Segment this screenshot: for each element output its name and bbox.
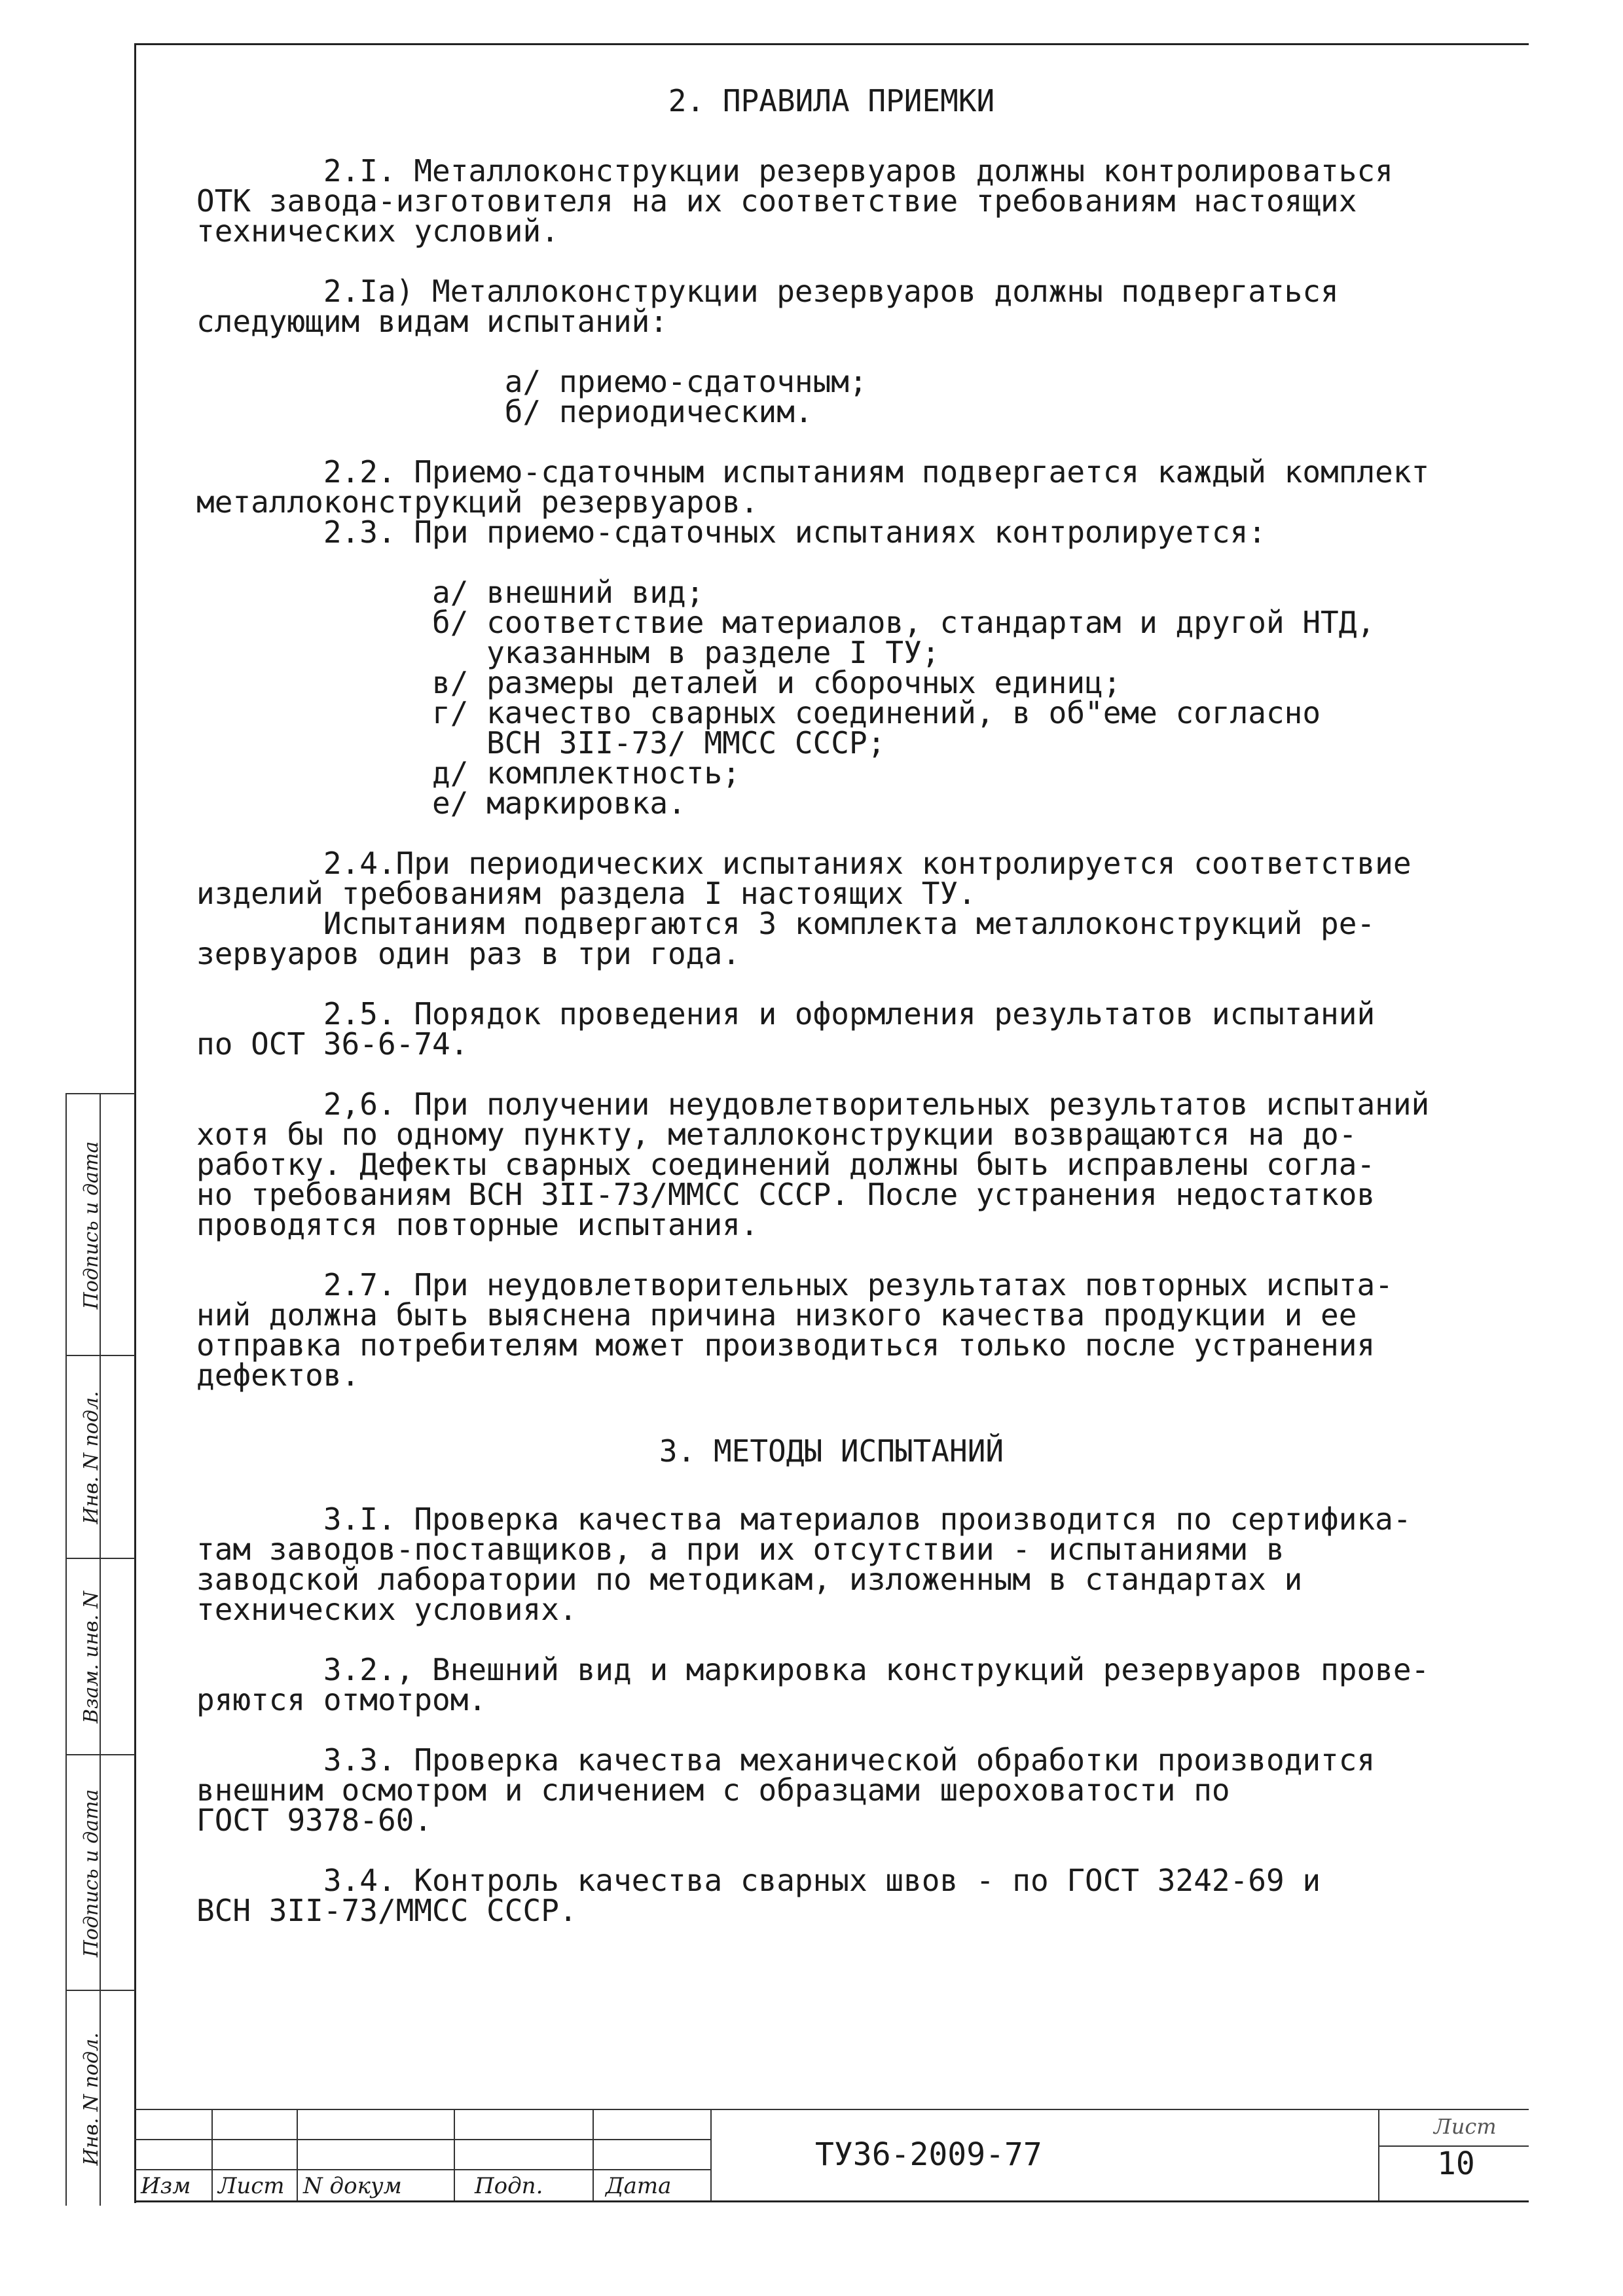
section2-line: а/ приемо-сдаточным;	[196, 364, 867, 399]
side-cell-inv-original	[67, 1355, 135, 1559]
section2-line: отправка потребителям может производиться только после устранения	[196, 1327, 1376, 1363]
section3-line: 3.4. Контроль качества сварных швов - по ГОСТ 3242-69 и	[196, 1863, 1321, 1898]
title-block-col-line-3	[454, 2109, 455, 2200]
section2-line: а/ внешний вид;	[196, 575, 704, 610]
column-label-doc-number: N докум	[303, 2173, 402, 2199]
section2-line: ний должна быть выяснена причина низкого качества продукции и ее	[196, 1297, 1357, 1333]
side-cell-signature-date-1	[67, 1093, 135, 1356]
section2-line: хотя бы по одному пункту, металлоконструкции возвращаются на до-	[196, 1117, 1357, 1152]
sheet-label: Лист	[1434, 2114, 1497, 2139]
section3-line: внешним осмотром и сличением с образцами шероховатости по	[196, 1772, 1230, 1808]
title-block-col-line-5	[710, 2109, 712, 2200]
section2-line: в/ размеры деталей и сборочных единиц;	[196, 665, 1122, 700]
section2-line: по ОСТ 36-6-74.	[196, 1026, 469, 1062]
section3-line: ГОСТ 9378-60.	[196, 1803, 433, 1838]
section3-line: 3.3. Проверка качества механической обработки производится	[196, 1742, 1376, 1778]
section2-line: зервуаров один раз в три года.	[196, 936, 740, 971]
title-block	[134, 2109, 1529, 2200]
section3-line: ряются отмотром.	[196, 1682, 487, 1717]
section2-line: б/ периодическим.	[196, 394, 813, 429]
section2-line: металлоконструкций резервуаров.	[196, 484, 759, 520]
title-block-col-line-6	[1378, 2109, 1379, 2200]
title-block-col-line-2	[297, 2109, 298, 2200]
section2-line: 2.7. При неудовлетворительных результатах повторных испыта-	[196, 1267, 1393, 1302]
section2-line: 2.I. Металлоконструкции резервуаров должны контролироваться	[196, 153, 1393, 188]
column-label-date: Дата	[606, 2173, 672, 2199]
section2-line: ВСН 3II-73/ ММСС СССР;	[196, 725, 886, 761]
section-2-heading: 2. ПРАВИЛА ПРИЕМКИ	[668, 83, 995, 118]
section3-line: ВСН 3II-73/ММСС СССР.	[196, 1893, 577, 1928]
column-label-change: Изм	[141, 2173, 191, 2199]
section2-line: указанным в разделе I ТУ;	[196, 635, 940, 670]
side-label-inv-original-2: Инв. N подл.	[80, 2032, 103, 2166]
sheet-number: 10	[1437, 2145, 1475, 2182]
section2-line: 2.2. Приемо-сдаточным испытаниям подвергается каждый комплект	[196, 454, 1430, 490]
section-3-heading: 3. МЕТОДЫ ИСПЫТАНИЙ	[659, 1433, 1004, 1469]
title-block-row-line-1	[134, 2139, 710, 2140]
title-block-row-line-2	[134, 2169, 710, 2170]
section3-line: 3.2., Внешний вид и маркировка конструкций резервуаров прове-	[196, 1652, 1430, 1687]
section2-line: проводятся повторные испытания.	[196, 1207, 759, 1242]
side-label-replacement-inv: Взам. инв. N	[80, 1590, 103, 1724]
section3-line: заводской лаборатории по методикам, изложенным в стандартах и	[196, 1562, 1303, 1597]
section3-line: технических условиях.	[196, 1592, 577, 1627]
frame-top-border	[134, 43, 1529, 45]
section2-line: дефектов.	[196, 1357, 360, 1393]
section2-line: 2.4.При периодических испытаниях контролируется соответствие	[196, 846, 1412, 881]
section2-line: 2,6. При получении неудовлетворительных результатов испытаний	[196, 1086, 1430, 1122]
title-block-top-line	[134, 2109, 1529, 2110]
side-cell-signature-date-2	[67, 1754, 135, 1991]
side-stamp	[65, 1093, 135, 2206]
frame-bottom-border	[134, 2200, 1529, 2202]
section2-line: технических условий.	[196, 213, 559, 249]
column-label-signature: Подп.	[475, 2173, 543, 2199]
column-label-sheet: Лист	[218, 2173, 285, 2199]
section2-line: 2.3. При приемо-сдаточных испытаниях контролируется:	[196, 514, 1266, 550]
section2-line: следующим видам испытаний:	[196, 304, 668, 339]
section2-line: изделий требованиям раздела I настоящих ТУ.	[196, 876, 976, 911]
section2-line: 2.Iа) Металлоконструкции резервуаров должны подвергаться	[196, 274, 1339, 309]
side-label-inv-original: Инв. N подл.	[80, 1391, 103, 1524]
section3-line: 3.I. Проверка качества материалов производится по сертифика-	[196, 1501, 1412, 1537]
section2-line: е/ маркировка.	[196, 785, 686, 821]
side-label-signature-date-2: Подпись и дата	[80, 1789, 103, 1958]
side-cell-inv-original-2	[67, 1990, 135, 2207]
section2-line: 2.5. Порядок проведения и оформления результатов испытаний	[196, 996, 1376, 1031]
side-cell-replacement-inv	[67, 1558, 135, 1755]
section2-line: работку. Дефекты сварных соединений должны быть исправлены согла-	[196, 1147, 1376, 1182]
section2-line: г/ качество сварных соединений, в об"еме согласно	[196, 695, 1321, 730]
side-label-signature-date-1: Подпись и дата	[80, 1141, 103, 1310]
section3-line: там заводов-поставщиков, а при их отсутствии - испытаниями в	[196, 1532, 1285, 1567]
document-code: ТУ36-2009-77	[815, 2136, 1042, 2173]
title-block-col-line-1	[211, 2109, 213, 2200]
section2-line: но требованиям ВСН 3II-73/ММСС СССР. После устранения недостатков	[196, 1177, 1376, 1212]
section2-line: б/ соответствие материалов, стандартам и другой НТД,	[196, 605, 1376, 640]
section2-line: Испытаниям подвергаются 3 комплекта металлоконструкций ре-	[196, 906, 1376, 941]
section2-line: ОТК завода-изготовителя на их соответствие требованиям настоящих	[196, 183, 1357, 219]
section2-line: д/ комплектность;	[196, 755, 740, 791]
title-block-col-line-4	[593, 2109, 594, 2200]
